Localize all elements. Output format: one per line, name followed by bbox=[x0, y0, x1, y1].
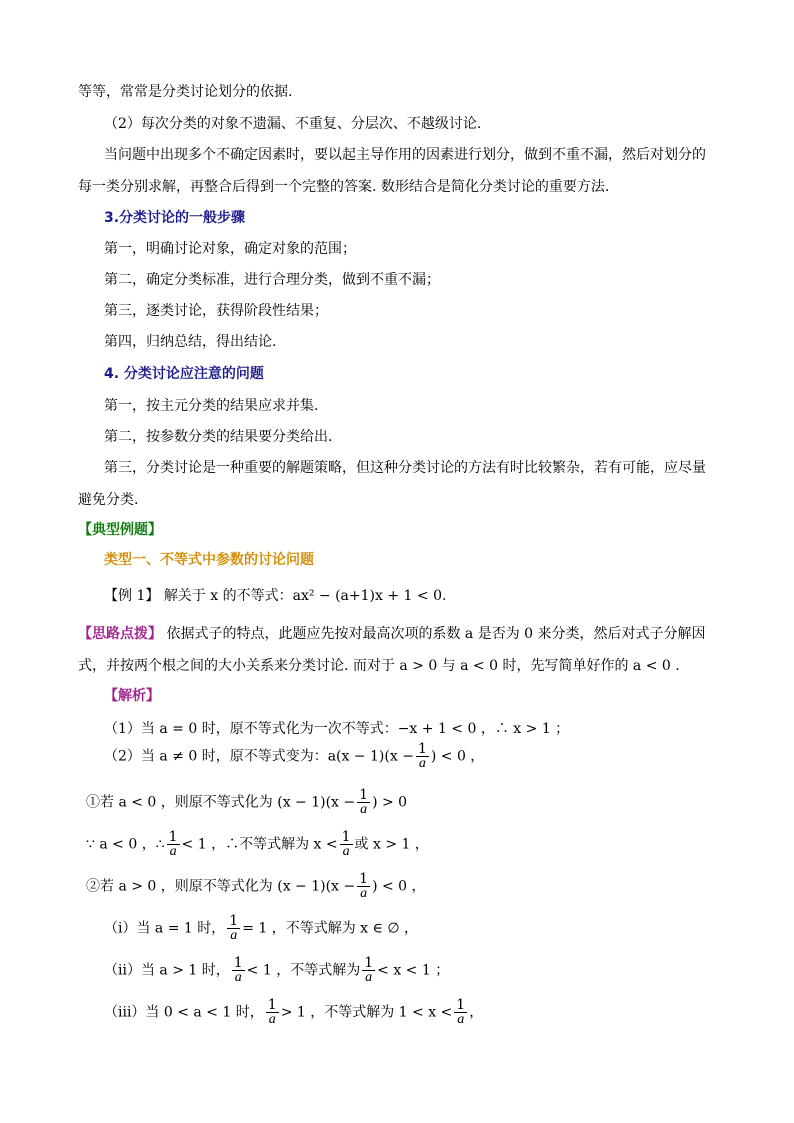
solution-label: 【解析】 bbox=[104, 688, 160, 704]
math-text: ∵ a < 0 ，∴ bbox=[86, 836, 165, 853]
example-text: 解关于 x 的不等式：ax² − (a+1)x + 1 < 0. bbox=[163, 588, 447, 604]
text-line: 第一，明确讨论对象，确定对象的范围； bbox=[104, 241, 356, 257]
section-heading: 3.分类讨论的一般步骤 bbox=[104, 210, 246, 226]
text-line: 等等，常常是分类讨论划分的依据. bbox=[78, 84, 293, 100]
fraction: $\frac{1}{a}$ bbox=[417, 741, 427, 771]
solution-line bbox=[86, 872, 426, 901]
text-line: 第四，归纳总结，得出结论. bbox=[104, 334, 277, 350]
math-text: （ⅲ）当 0 < a < 1 时， bbox=[104, 1004, 264, 1021]
math-text: < 1 ，∴不等式解为 x < bbox=[181, 836, 338, 853]
text-line: 第二，按参数分类的结果要分类给出. bbox=[104, 429, 333, 445]
text-line: 第一，按主元分类的结果应求并集. bbox=[104, 398, 319, 414]
math-text: （ⅰ）当 a = 1 时， bbox=[104, 920, 226, 937]
text-line: 第二，确定分类标准，进行合理分类，做到不重不漏； bbox=[104, 272, 440, 288]
solution-line bbox=[104, 956, 449, 985]
fraction: $\frac{1}{a}$ bbox=[341, 829, 351, 859]
solution-line bbox=[104, 914, 418, 943]
math-text: ) > 0 bbox=[372, 794, 408, 811]
section-heading: 4. 分类讨论应注意的问题 bbox=[104, 366, 264, 382]
example-line bbox=[104, 586, 446, 606]
solution-line: （1）当 a = 0 时，原不等式化为一次不等式：−x + 1 < 0 ，∴ x > 1 ； bbox=[104, 721, 570, 737]
fraction: $\frac{1}{a}$ bbox=[359, 787, 369, 817]
example-label: 【例 1】 bbox=[104, 588, 160, 604]
fraction: $\frac{1}{a}$ bbox=[267, 997, 277, 1027]
section-heading: 类型一、不等式中参数的讨论问题 bbox=[104, 552, 314, 568]
text-line: 避免分类. bbox=[78, 492, 139, 508]
solution-line bbox=[86, 788, 407, 817]
math-text: （2）当 a ≠ 0 时，原不等式变为：a(x − 1)(x − bbox=[104, 748, 414, 765]
text-line: 第三，分类讨论是一种重要的解题策略，但这种分类讨论的方法有时比较繁杂，若有可能，应尽量 bbox=[104, 460, 706, 476]
math-text: ) < 0 ， bbox=[372, 878, 426, 895]
text-line: （2）每次分类的对象不遗漏、不重复、分层次、不越级讨论. bbox=[104, 116, 482, 132]
math-text: < x < 1 ； bbox=[377, 962, 450, 979]
fraction: $\frac{1}{a}$ bbox=[456, 997, 466, 1027]
math-text: = 1 ，不等式解为 x ∈ ∅ ， bbox=[242, 920, 418, 937]
solution-line bbox=[86, 830, 429, 859]
fraction: $\frac{1}{a}$ bbox=[233, 955, 243, 985]
math-text: ) < 0 ， bbox=[430, 748, 485, 765]
solution-line bbox=[104, 742, 484, 771]
text-line: 式，并按两个根之间的大小关系来分类讨论. 而对于 a > 0 与 a < 0 时，先写简单好作的 a < 0 . bbox=[78, 658, 680, 674]
solution-line bbox=[104, 998, 483, 1027]
math-text: （ⅱ）当 a > 1 时， bbox=[104, 962, 230, 979]
fraction: $\frac{1}{a}$ bbox=[359, 871, 369, 901]
text-line: 每一类分别求解，再整合后得到一个完整的答案. 数形结合是简化分类讨论的重要方法. bbox=[78, 179, 610, 195]
fraction: $\frac{1}{a}$ bbox=[229, 913, 239, 943]
section-heading: 【典型例题】 bbox=[78, 522, 162, 538]
math-text: ①若 a < 0 ，则原不等式化为 (x − 1)(x − bbox=[86, 794, 356, 811]
hint-label: 【思路点拨】 bbox=[78, 626, 162, 642]
fraction: $\frac{1}{a}$ bbox=[168, 829, 178, 859]
math-text: > 1 ，不等式解为 1 < x < bbox=[280, 1004, 453, 1021]
math-text: ②若 a > 0 ，则原不等式化为 (x − 1)(x − bbox=[86, 878, 356, 895]
hint-line bbox=[78, 624, 706, 644]
math-text: < 1 ，不等式解为 bbox=[246, 962, 361, 979]
hint-text: 依据式子的特点，此题应先按对最高次项的系数 a 是否为 0 来分类，然后对式子分解因 bbox=[166, 626, 706, 642]
math-text: ， bbox=[469, 1004, 484, 1021]
text-line: 第三，逐类讨论，获得阶段性结果； bbox=[104, 303, 328, 319]
math-text: 或 x > 1 ， bbox=[354, 836, 429, 853]
fraction: $\frac{1}{a}$ bbox=[364, 955, 374, 985]
text-line: 当问题中出现多个不确定因素时，要以起主导作用的因素进行划分，做到不重不漏，然后对划分的 bbox=[104, 147, 706, 163]
